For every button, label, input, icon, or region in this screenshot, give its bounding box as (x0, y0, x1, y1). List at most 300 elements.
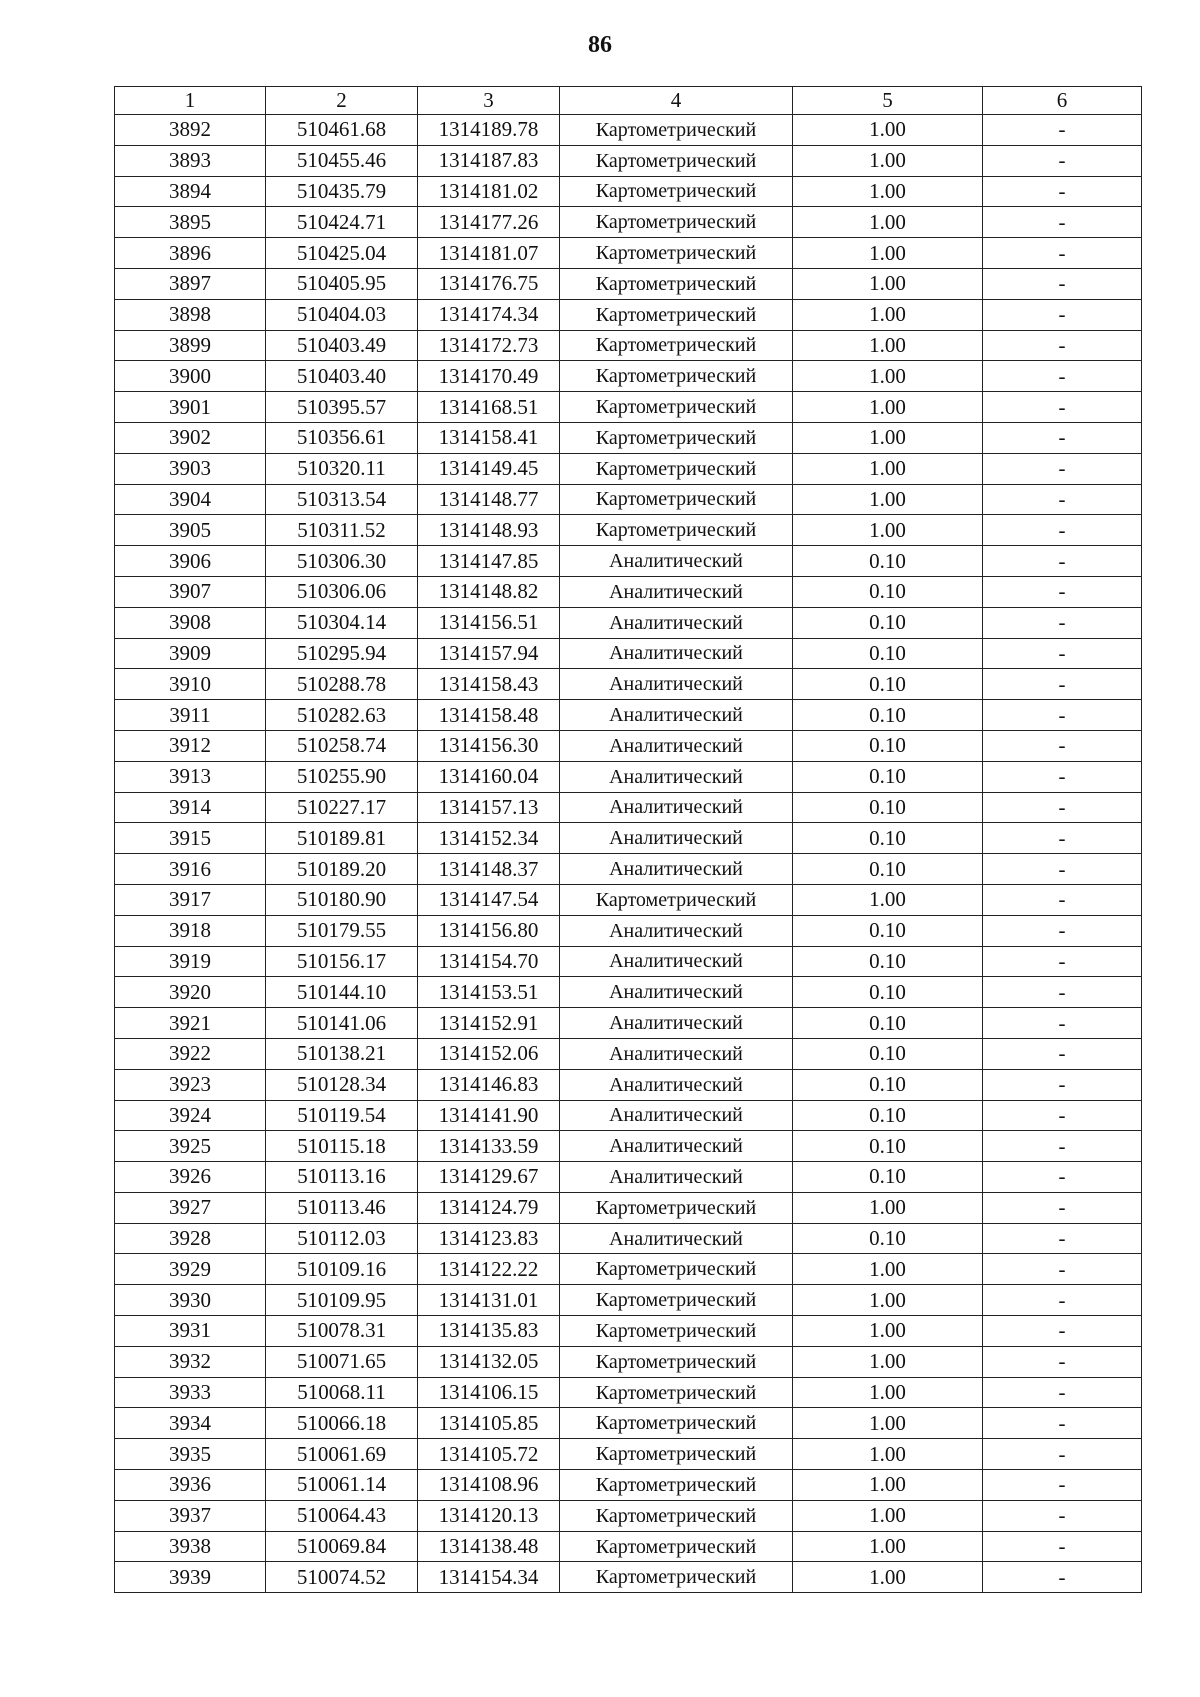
accuracy-cell: 0.10 (793, 977, 983, 1008)
method-cell: Аналитический (560, 1223, 793, 1254)
note-cell: - (983, 1131, 1142, 1162)
x-coordinate-cell: 510424.71 (266, 207, 418, 238)
y-coordinate-cell: 1314157.13 (418, 792, 560, 823)
table-row (115, 515, 1142, 546)
note-cell: - (983, 1192, 1142, 1223)
note-cell: - (983, 1223, 1142, 1254)
point-number-cell: 3912 (115, 730, 266, 761)
y-coordinate-cell: 1314154.34 (418, 1562, 560, 1593)
y-coordinate-cell: 1314146.83 (418, 1069, 560, 1100)
note-cell: - (983, 669, 1142, 700)
note-cell: - (983, 854, 1142, 885)
y-coordinate-cell: 1314158.48 (418, 700, 560, 731)
note-cell: - (983, 977, 1142, 1008)
x-coordinate-cell: 510180.90 (266, 884, 418, 915)
point-number-cell: 3913 (115, 761, 266, 792)
method-cell: Аналитический (560, 1100, 793, 1131)
point-number-cell: 3931 (115, 1316, 266, 1347)
accuracy-cell: 0.10 (793, 607, 983, 638)
note-cell: - (983, 823, 1142, 854)
table-row (115, 1038, 1142, 1069)
point-number-cell: 3919 (115, 946, 266, 977)
note-cell: - (983, 392, 1142, 423)
accuracy-cell: 0.10 (793, 669, 983, 700)
point-number-cell: 3926 (115, 1162, 266, 1193)
x-coordinate-cell: 510313.54 (266, 484, 418, 515)
table-row (115, 1377, 1142, 1408)
note-cell: - (983, 453, 1142, 484)
table-row (115, 330, 1142, 361)
method-cell: Аналитический (560, 1131, 793, 1162)
table-row (115, 392, 1142, 423)
point-number-cell: 3927 (115, 1192, 266, 1223)
accuracy-cell: 1.00 (793, 1316, 983, 1347)
table-row (115, 700, 1142, 731)
point-number-cell: 3933 (115, 1377, 266, 1408)
x-coordinate-cell: 510455.46 (266, 145, 418, 176)
table-row (115, 1531, 1142, 1562)
accuracy-cell: 1.00 (793, 299, 983, 330)
note-cell: - (983, 299, 1142, 330)
x-coordinate-cell: 510258.74 (266, 730, 418, 761)
accuracy-cell: 0.10 (793, 915, 983, 946)
point-number-cell: 3930 (115, 1285, 266, 1316)
table-row (115, 1162, 1142, 1193)
x-coordinate-cell: 510144.10 (266, 977, 418, 1008)
table-row (115, 361, 1142, 392)
method-cell: Картометрический (560, 1439, 793, 1470)
method-cell: Аналитический (560, 761, 793, 792)
accuracy-cell: 0.10 (793, 1223, 983, 1254)
note-cell: - (983, 1408, 1142, 1439)
note-cell: - (983, 607, 1142, 638)
method-cell: Картометрический (560, 422, 793, 453)
x-coordinate-cell: 510403.40 (266, 361, 418, 392)
method-cell: Картометрический (560, 1408, 793, 1439)
method-cell: Картометрический (560, 1470, 793, 1501)
accuracy-cell: 1.00 (793, 453, 983, 484)
method-cell: Картометрический (560, 361, 793, 392)
method-cell: Картометрический (560, 1531, 793, 1562)
y-coordinate-cell: 1314189.78 (418, 115, 560, 146)
table-row (115, 1500, 1142, 1531)
method-cell: Аналитический (560, 792, 793, 823)
point-number-cell: 3892 (115, 115, 266, 146)
table-row (115, 422, 1142, 453)
y-coordinate-cell: 1314152.91 (418, 1008, 560, 1039)
point-number-cell: 3922 (115, 1038, 266, 1069)
accuracy-cell: 1.00 (793, 515, 983, 546)
header-cell-3: 3 (418, 87, 560, 115)
accuracy-cell: 0.10 (793, 546, 983, 577)
method-cell: Аналитический (560, 546, 793, 577)
note-cell: - (983, 730, 1142, 761)
note-cell: - (983, 1470, 1142, 1501)
note-cell: - (983, 1162, 1142, 1193)
accuracy-cell: 1.00 (793, 392, 983, 423)
y-coordinate-cell: 1314120.13 (418, 1500, 560, 1531)
accuracy-cell: 1.00 (793, 1439, 983, 1470)
y-coordinate-cell: 1314181.02 (418, 176, 560, 207)
x-coordinate-cell: 510405.95 (266, 268, 418, 299)
note-cell: - (983, 422, 1142, 453)
point-number-cell: 3903 (115, 453, 266, 484)
x-coordinate-cell: 510068.11 (266, 1377, 418, 1408)
x-coordinate-cell: 510189.20 (266, 854, 418, 885)
y-coordinate-cell: 1314133.59 (418, 1131, 560, 1162)
note-cell: - (983, 1100, 1142, 1131)
table-row (115, 854, 1142, 885)
table-row (115, 145, 1142, 176)
x-coordinate-cell: 510356.61 (266, 422, 418, 453)
table-row (115, 1223, 1142, 1254)
table-row (115, 1131, 1142, 1162)
table-row (115, 576, 1142, 607)
note-cell: - (983, 638, 1142, 669)
x-coordinate-cell: 510395.57 (266, 392, 418, 423)
table-row (115, 484, 1142, 515)
header-cell-1: 1 (115, 87, 266, 115)
accuracy-cell: 0.10 (793, 1069, 983, 1100)
point-number-cell: 3928 (115, 1223, 266, 1254)
y-coordinate-cell: 1314148.82 (418, 576, 560, 607)
accuracy-cell: 1.00 (793, 1346, 983, 1377)
table-row (115, 299, 1142, 330)
method-cell: Аналитический (560, 915, 793, 946)
accuracy-cell: 1.00 (793, 884, 983, 915)
method-cell: Аналитический (560, 977, 793, 1008)
note-cell: - (983, 1008, 1142, 1039)
point-number-cell: 3899 (115, 330, 266, 361)
y-coordinate-cell: 1314158.41 (418, 422, 560, 453)
y-coordinate-cell: 1314187.83 (418, 145, 560, 176)
accuracy-cell: 1.00 (793, 330, 983, 361)
method-cell: Картометрический (560, 1377, 793, 1408)
x-coordinate-cell: 510255.90 (266, 761, 418, 792)
method-cell: Картометрический (560, 268, 793, 299)
method-cell: Картометрический (560, 1285, 793, 1316)
y-coordinate-cell: 1314170.49 (418, 361, 560, 392)
table-row (115, 977, 1142, 1008)
method-cell: Картометрический (560, 392, 793, 423)
point-number-cell: 3906 (115, 546, 266, 577)
x-coordinate-cell: 510295.94 (266, 638, 418, 669)
note-cell: - (983, 915, 1142, 946)
method-cell: Картометрический (560, 299, 793, 330)
table-row (115, 1316, 1142, 1347)
x-coordinate-cell: 510404.03 (266, 299, 418, 330)
note-cell: - (983, 946, 1142, 977)
note-cell: - (983, 238, 1142, 269)
x-coordinate-cell: 510115.18 (266, 1131, 418, 1162)
table-row (115, 1100, 1142, 1131)
method-cell: Аналитический (560, 1008, 793, 1039)
method-cell: Аналитический (560, 946, 793, 977)
y-coordinate-cell: 1314122.22 (418, 1254, 560, 1285)
note-cell: - (983, 576, 1142, 607)
table-row (115, 176, 1142, 207)
table-row (115, 1285, 1142, 1316)
method-cell: Картометрический (560, 1254, 793, 1285)
note-cell: - (983, 268, 1142, 299)
method-cell: Картометрический (560, 1562, 793, 1593)
accuracy-cell: 1.00 (793, 1562, 983, 1593)
x-coordinate-cell: 510066.18 (266, 1408, 418, 1439)
method-cell: Картометрический (560, 207, 793, 238)
point-number-cell: 3938 (115, 1531, 266, 1562)
accuracy-cell: 1.00 (793, 422, 983, 453)
note-cell: - (983, 515, 1142, 546)
method-cell: Картометрический (560, 330, 793, 361)
y-coordinate-cell: 1314135.83 (418, 1316, 560, 1347)
note-cell: - (983, 207, 1142, 238)
method-cell: Картометрический (560, 884, 793, 915)
table-row (115, 1008, 1142, 1039)
point-number-cell: 3924 (115, 1100, 266, 1131)
accuracy-cell: 1.00 (793, 176, 983, 207)
note-cell: - (983, 361, 1142, 392)
point-number-cell: 3921 (115, 1008, 266, 1039)
table-row (115, 115, 1142, 146)
x-coordinate-cell: 510179.55 (266, 915, 418, 946)
accuracy-cell: 0.10 (793, 792, 983, 823)
y-coordinate-cell: 1314177.26 (418, 207, 560, 238)
x-coordinate-cell: 510311.52 (266, 515, 418, 546)
y-coordinate-cell: 1314149.45 (418, 453, 560, 484)
note-cell: - (983, 115, 1142, 146)
x-coordinate-cell: 510461.68 (266, 115, 418, 146)
header-cell-5: 5 (793, 87, 983, 115)
point-number-cell: 3894 (115, 176, 266, 207)
table-row (115, 207, 1142, 238)
note-cell: - (983, 1377, 1142, 1408)
accuracy-cell: 1.00 (793, 1377, 983, 1408)
accuracy-cell: 0.10 (793, 700, 983, 731)
point-number-cell: 3904 (115, 484, 266, 515)
table-body (115, 115, 1142, 1593)
y-coordinate-cell: 1314154.70 (418, 946, 560, 977)
x-coordinate-cell: 510112.03 (266, 1223, 418, 1254)
point-number-cell: 3896 (115, 238, 266, 269)
method-cell: Картометрический (560, 1192, 793, 1223)
point-number-cell: 3920 (115, 977, 266, 1008)
method-cell: Картометрический (560, 1316, 793, 1347)
y-coordinate-cell: 1314105.72 (418, 1439, 560, 1470)
x-coordinate-cell: 510069.84 (266, 1531, 418, 1562)
table-row (115, 268, 1142, 299)
y-coordinate-cell: 1314148.77 (418, 484, 560, 515)
accuracy-cell: 1.00 (793, 1254, 983, 1285)
y-coordinate-cell: 1314138.48 (418, 1531, 560, 1562)
table-row (115, 730, 1142, 761)
y-coordinate-cell: 1314147.85 (418, 546, 560, 577)
x-coordinate-cell: 510113.16 (266, 1162, 418, 1193)
note-cell: - (983, 176, 1142, 207)
method-cell: Аналитический (560, 1069, 793, 1100)
method-cell: Аналитический (560, 669, 793, 700)
note-cell: - (983, 1254, 1142, 1285)
method-cell: Картометрический (560, 115, 793, 146)
accuracy-cell: 0.10 (793, 1100, 983, 1131)
point-number-cell: 3937 (115, 1500, 266, 1531)
y-coordinate-cell: 1314148.37 (418, 854, 560, 885)
method-cell: Аналитический (560, 638, 793, 669)
table-row (115, 1562, 1142, 1593)
table-row (115, 1192, 1142, 1223)
y-coordinate-cell: 1314129.67 (418, 1162, 560, 1193)
accuracy-cell: 0.10 (793, 1131, 983, 1162)
y-coordinate-cell: 1314174.34 (418, 299, 560, 330)
accuracy-cell: 1.00 (793, 1285, 983, 1316)
x-coordinate-cell: 510320.11 (266, 453, 418, 484)
y-coordinate-cell: 1314131.01 (418, 1285, 560, 1316)
point-number-cell: 3917 (115, 884, 266, 915)
point-number-cell: 3901 (115, 392, 266, 423)
y-coordinate-cell: 1314132.05 (418, 1346, 560, 1377)
table-header (115, 87, 1142, 115)
x-coordinate-cell: 510109.95 (266, 1285, 418, 1316)
x-coordinate-cell: 510109.16 (266, 1254, 418, 1285)
table-row (115, 792, 1142, 823)
accuracy-cell: 1.00 (793, 484, 983, 515)
y-coordinate-cell: 1314124.79 (418, 1192, 560, 1223)
point-number-cell: 3893 (115, 145, 266, 176)
table-row (115, 546, 1142, 577)
x-coordinate-cell: 510189.81 (266, 823, 418, 854)
method-cell: Картометрический (560, 145, 793, 176)
y-coordinate-cell: 1314158.43 (418, 669, 560, 700)
x-coordinate-cell: 510061.69 (266, 1439, 418, 1470)
note-cell: - (983, 1562, 1142, 1593)
accuracy-cell: 0.10 (793, 638, 983, 669)
y-coordinate-cell: 1314108.96 (418, 1470, 560, 1501)
y-coordinate-cell: 1314123.83 (418, 1223, 560, 1254)
accuracy-cell: 1.00 (793, 1531, 983, 1562)
x-coordinate-cell: 510141.06 (266, 1008, 418, 1039)
x-coordinate-cell: 510071.65 (266, 1346, 418, 1377)
x-coordinate-cell: 510064.43 (266, 1500, 418, 1531)
accuracy-cell: 1.00 (793, 361, 983, 392)
method-cell: Картометрический (560, 453, 793, 484)
y-coordinate-cell: 1314156.30 (418, 730, 560, 761)
y-coordinate-cell: 1314148.93 (418, 515, 560, 546)
accuracy-cell: 0.10 (793, 946, 983, 977)
x-coordinate-cell: 510288.78 (266, 669, 418, 700)
point-number-cell: 3939 (115, 1562, 266, 1593)
point-number-cell: 3929 (115, 1254, 266, 1285)
x-coordinate-cell: 510403.49 (266, 330, 418, 361)
point-number-cell: 3936 (115, 1470, 266, 1501)
point-number-cell: 3925 (115, 1131, 266, 1162)
table-row (115, 1346, 1142, 1377)
accuracy-cell: 1.00 (793, 207, 983, 238)
y-coordinate-cell: 1314176.75 (418, 268, 560, 299)
table-row (115, 1439, 1142, 1470)
accuracy-cell: 0.10 (793, 1008, 983, 1039)
method-cell: Картометрический (560, 1500, 793, 1531)
method-cell: Картометрический (560, 176, 793, 207)
point-number-cell: 3895 (115, 207, 266, 238)
method-cell: Картометрический (560, 484, 793, 515)
note-cell: - (983, 1316, 1142, 1347)
note-cell: - (983, 546, 1142, 577)
note-cell: - (983, 1439, 1142, 1470)
x-coordinate-cell: 510128.34 (266, 1069, 418, 1100)
point-number-cell: 3907 (115, 576, 266, 607)
y-coordinate-cell: 1314157.94 (418, 638, 560, 669)
method-cell: Картометрический (560, 1346, 793, 1377)
y-coordinate-cell: 1314181.07 (418, 238, 560, 269)
note-cell: - (983, 792, 1142, 823)
table-row (115, 946, 1142, 977)
point-number-cell: 3935 (115, 1439, 266, 1470)
point-number-cell: 3918 (115, 915, 266, 946)
method-cell: Аналитический (560, 854, 793, 885)
table-row (115, 915, 1142, 946)
header-cell-2: 2 (266, 87, 418, 115)
note-cell: - (983, 884, 1142, 915)
note-cell: - (983, 1038, 1142, 1069)
y-coordinate-cell: 1314152.34 (418, 823, 560, 854)
accuracy-cell: 1.00 (793, 115, 983, 146)
table-row (115, 607, 1142, 638)
accuracy-cell: 0.10 (793, 1162, 983, 1193)
note-cell: - (983, 1500, 1142, 1531)
point-number-cell: 3908 (115, 607, 266, 638)
note-cell: - (983, 700, 1142, 731)
table-row (115, 453, 1142, 484)
x-coordinate-cell: 510113.46 (266, 1192, 418, 1223)
table-row (115, 638, 1142, 669)
accuracy-cell: 1.00 (793, 1408, 983, 1439)
method-cell: Аналитический (560, 1038, 793, 1069)
note-cell: - (983, 145, 1142, 176)
y-coordinate-cell: 1314156.51 (418, 607, 560, 638)
x-coordinate-cell: 510282.63 (266, 700, 418, 731)
table-row (115, 884, 1142, 915)
x-coordinate-cell: 510425.04 (266, 238, 418, 269)
accuracy-cell: 0.10 (793, 576, 983, 607)
y-coordinate-cell: 1314172.73 (418, 330, 560, 361)
point-number-cell: 3898 (115, 299, 266, 330)
method-cell: Аналитический (560, 823, 793, 854)
x-coordinate-cell: 510306.06 (266, 576, 418, 607)
table-row (115, 669, 1142, 700)
table-row (115, 823, 1142, 854)
note-cell: - (983, 330, 1142, 361)
method-cell: Аналитический (560, 576, 793, 607)
table-row (115, 1254, 1142, 1285)
point-number-cell: 3905 (115, 515, 266, 546)
point-number-cell: 3923 (115, 1069, 266, 1100)
header-cell-6: 6 (983, 87, 1142, 115)
method-cell: Аналитический (560, 700, 793, 731)
accuracy-cell: 0.10 (793, 823, 983, 854)
method-cell: Аналитический (560, 730, 793, 761)
table-row (115, 1470, 1142, 1501)
x-coordinate-cell: 510138.21 (266, 1038, 418, 1069)
accuracy-cell: 0.10 (793, 1038, 983, 1069)
point-number-cell: 3916 (115, 854, 266, 885)
note-cell: - (983, 484, 1142, 515)
header-row (115, 87, 1142, 115)
table-row (115, 1069, 1142, 1100)
y-coordinate-cell: 1314141.90 (418, 1100, 560, 1131)
accuracy-cell: 0.10 (793, 854, 983, 885)
note-cell: - (983, 761, 1142, 792)
y-coordinate-cell: 1314153.51 (418, 977, 560, 1008)
point-number-cell: 3900 (115, 361, 266, 392)
